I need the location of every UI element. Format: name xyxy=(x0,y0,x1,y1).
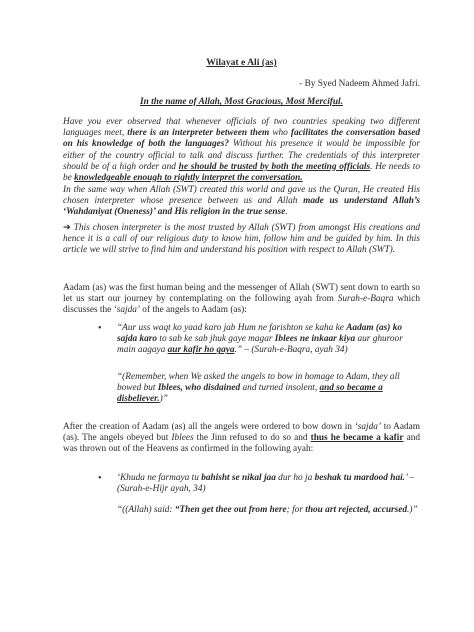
bullet-icon: • xyxy=(98,323,102,334)
bullet-quote-urdu-1: “Aur uss waqt ko yaad karo jab Hum ne farishton se kaha ke Aadam (as) ko sajda karo to sab ke sab jhuk gaye magar Iblees ne inkaar kiya aur ghuroor main aagaya aur kafir ho gaya.” – (Surah-e-Baqra, ayah 34) xyxy=(117,323,403,356)
document-title: Wilayat e Ali (as) xyxy=(206,57,277,68)
translation-quote-1: “(Remember, when We asked the angels to bow in homage to Adam, they all bowed but Iblees, who disdained and turned insolent, and so became a disbeliever.)” xyxy=(117,372,400,405)
arrow-icon: ➔ xyxy=(63,222,71,233)
paragraph-most-trusted: ➔ This chosen interpreter is the most trusted by Allah (SWT) from amongst His creations and hence it is a call of our religious duty to know him, follow him and be guided by him. In this article we will strive to find him and understand his position with respect to Allah (SWT). xyxy=(63,222,420,256)
translation-quote-2: “((Allah) said: “Then get thee out from here; for thou art rejected, accursed.)” xyxy=(117,505,418,515)
bullet-icon: • xyxy=(98,473,102,484)
paragraph-chosen-interpreter: In the same way when Allah (SWT) created this world and gave us the Quran, He created His chosen interpreter whose presence between us and Allah made us understand Allah’s ‘Wahdaniyat (Oneness)’ and His religion in the true sense. xyxy=(63,185,420,218)
paragraph-interpreter: Have you ever observed that whenever officials of two countries speaking two different languages meet, there is an interpreter between them who facilitates the conversation based on his knowledge of both the languages? Without his presence it would be impossible for either of the country official to talk and discuss further. The credentials of this interpreter should be of a high order and he should be trusted by both the meeting officials. He needs to be knowledgeable enough to rightly interpret the conversation. xyxy=(63,117,420,184)
bismillah-heading: In the name of Allah, Most Gracious, Most Merciful. xyxy=(140,97,343,107)
paragraph-aadam: Aadam (as) was the first human being and the messenger of Allah (SWT) sent down to earth so let us start our journey by contemplating on the following ayah from Surah-e-Baqra which discusses the ‘sajda’ of the angels to Aadam (as): xyxy=(63,283,420,316)
bullet-quote-urdu-2: ‘Khuda ne farmaya tu bahisht se nikal jaa dur ho ja beshak tu mardood hai.’ – (Surah-e-Hijr ayah, 34) xyxy=(117,473,415,495)
paragraph-iblees: After the creation of Aadam (as) all the angels were ordered to bow down in ‘sajda’ to Aadam (as). The angels obeyed but Iblees the Jinn refused to do so and thus he became a kafir and was thrown out of the Heavens as confirmed in the following ayah: xyxy=(63,422,420,455)
author-line: - By Syed Nadeem Ahmed Jafri. xyxy=(299,79,420,89)
